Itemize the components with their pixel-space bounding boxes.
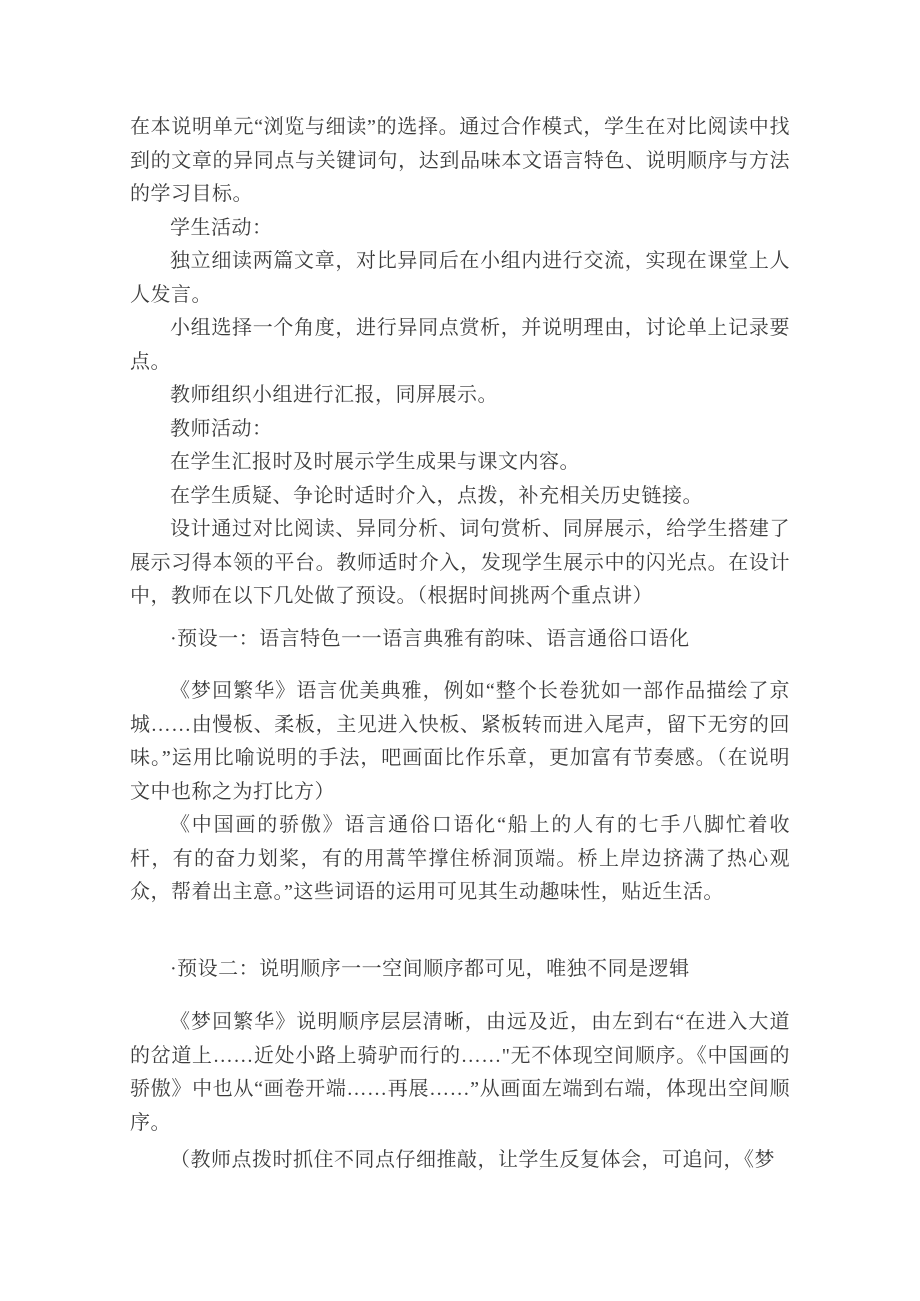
preset-1-paragraph-1: 《梦回繁华》语言优美典雅，例如“整个长卷犹如一部作品描绘了京城……由慢板、柔板，主见进入快板、紧板转而进入尾声，留下无穷的回味。”运用比喻说明的手法，吧画面比作乐章，更加富有节奏感。（在说明文中也称之为打比方） <box>130 680 790 803</box>
preset-1-heading: ·预设一：语言特色一一语言典雅有韵味、语言通俗口语化 <box>170 627 690 650</box>
teacher-activity-item-1: 在学生汇报时及时展示学生成果与课文内容。 <box>170 451 580 473</box>
unit-intro-paragraph: 在本说明单元“浏览与细读”的选择。通过合作模式，学生在对比阅读中找到的文章的异同点与关键词句，达到品味本文语言特色、说明顺序与方法的学习目标。 <box>130 116 790 205</box>
teacher-activity-item-2: 在学生质疑、争论时适时介入，点拨，补充相关历史链接。 <box>170 484 703 507</box>
preset-2-heading: ·预设二：说明顺序一一空间顺序都可见，唯独不同是逻辑 <box>170 957 690 980</box>
student-activity-item-1: 独立细读两篇文章，对比异同后在小组内进行交流，实现在课堂上人人发言。 <box>130 250 790 306</box>
teacher-activity-label: 教师活动： <box>170 417 273 440</box>
student-activity-item-3: 教师组织小组进行汇报，同屏展示。 <box>170 384 498 406</box>
teacher-prompt-paragraph: （教师点拨时抓住不同点仔细推敲，让学生反复体会，可追问，《梦 <box>170 1149 775 1171</box>
design-summary-paragraph: 设计通过对比阅读、异同分析、词句赏析、同屏展示，给学生搭建了展示习得本领的平台。教师适时介入，发现学生展示中的闪光点。在设计中，教师在以下几处做了预设。（根据时间挑两个重点讲） <box>130 518 790 607</box>
student-activity-item-2: 小组选择一个角度，进行异同点赏析，并说明理由，讨论单上记录要点。 <box>130 317 790 373</box>
document-text-block <box>130 111 790 1178</box>
preset-2-paragraph-1: 《梦回繁华》说明顺序层层清晰，由远及近，由左到右“在进入大道的岔道上……近处小路上骑驴而行的……"无不体现空间顺序。《中国画的骄傲》中也从“画卷开端……再展……”从画面左端到右端，体现出空间顺序。 <box>130 1011 790 1134</box>
preset-1-paragraph-2: 《中国画的骄傲》语言通俗口语化“船上的人有的七手八脚忙着收杆，有的奋力划桨，有的用蒿竿撑住桥洞顶端。桥上岸边挤满了热心观众，帮着出主意。”这些词语的运用可见其生动趣味性，贴近生活。 <box>130 814 790 903</box>
student-activity-label: 学生活动： <box>170 216 273 239</box>
